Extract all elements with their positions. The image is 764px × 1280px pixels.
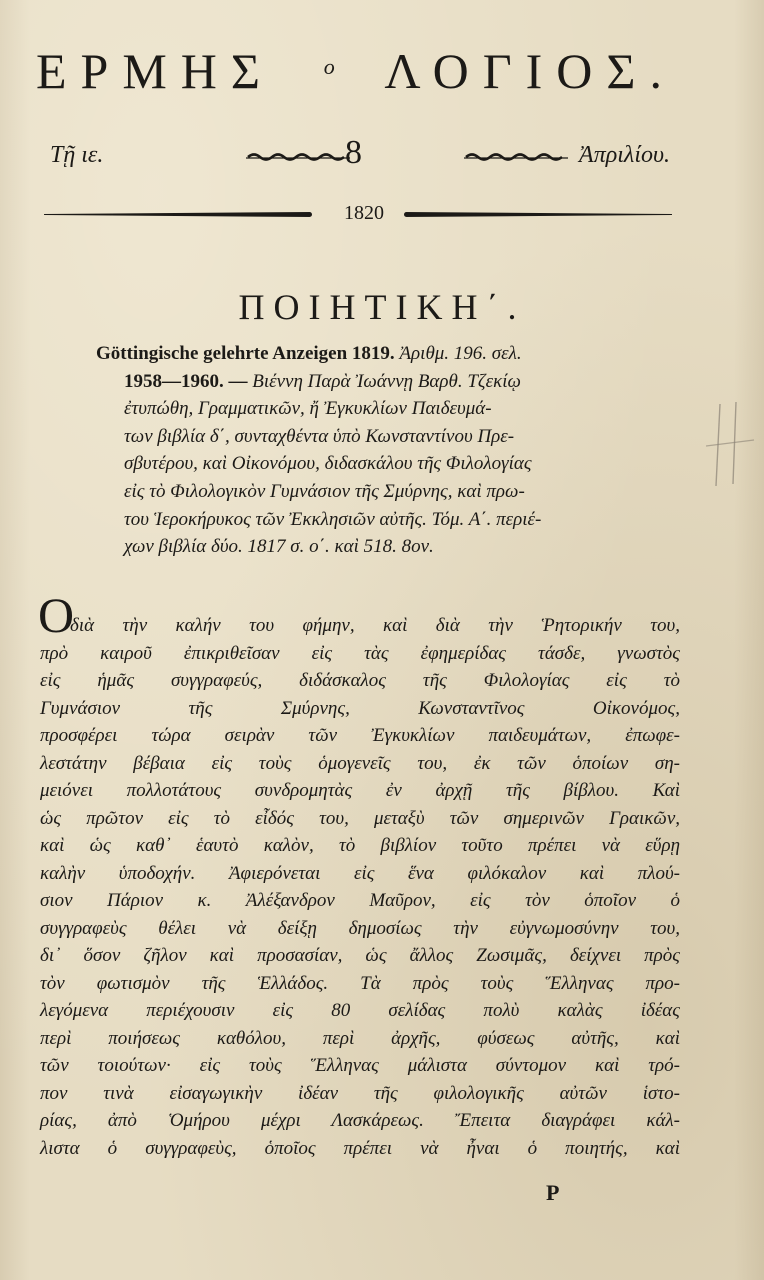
pencil-mark-icon xyxy=(706,400,756,490)
issue-month: Ἀπριλίου. xyxy=(579,142,670,168)
signature-mark: P xyxy=(546,1180,560,1205)
body-line: πρὸ καιροῦ ἐπικριθεῖσαν εἰς τὰς ἐφημερίδας τάσδε, γνωστὸς xyxy=(40,642,680,664)
citation-block xyxy=(96,340,676,561)
body-line: λεγόμενα περιέχουσιν εἰς 80 σελίδας πολὺ καλὰς ἰδέας xyxy=(40,1000,680,1021)
body-line: τῶν τοιούτων· εἰς τοὺς Ἕλληνας μάλιστα σύντομον καὶ τρό- xyxy=(40,1055,680,1076)
citation-line: του Ἱεροκήρυκος τῶν Ἐκκλησιῶν αὐτῆς. Τόμ. Α΄. περιέ- xyxy=(124,508,542,530)
rule-bar-right xyxy=(404,212,672,217)
body-line: ὡς πρῶτον εἰς τὸ εἶδός του, μεταξὺ τῶν σημερινῶν Γραικῶν, xyxy=(40,807,680,829)
body-line: δι᾽ ὅσον ζῆλον καὶ προσασίαν, ὡς ἄλλος Ζωσιμᾶς, δείχνει πρὸς xyxy=(40,945,680,966)
body-line: ρίας, ἀπὸ Ὁμήρου μέχρι Λασκάρεως. Ἔπειτα διαγράφει κάλ- xyxy=(40,1110,680,1131)
body-line: μειόνει πολλοτάτους συνδρομητὰς ἐν ἀρχῇ τῆς βίβλου. Καὶ xyxy=(40,780,680,801)
citation-line: χων βιβλία δύο. 1817 σ. ο΄. καὶ 518. 8ον. xyxy=(124,536,434,558)
issue-year: 1820 xyxy=(344,202,384,224)
citation-line: εἰς τὸ Φιλολογικὸν Γυμνάσιον τῆς Σμύρνης, καὶ πρω- xyxy=(124,480,525,502)
body-line: προσφέρει τώρα σειρὰν τῶν Ἐγκυκλίων παιδευμάτων, ἐπωφε- xyxy=(40,725,680,746)
issue-number: 8 xyxy=(345,134,362,171)
wavy-ornament-left-icon xyxy=(246,152,350,162)
rule-bar-left xyxy=(44,212,312,217)
citation-line: ἐτυπώθη, Γραμματικῶν, ἤ Ἐγκυκλίων Παιδευμά- xyxy=(124,398,492,420)
body-line: καὶ ὡς καθ᾽ ἑαυτὸ καλὸν, τὸ βιβλίον τοῦτο πρέπει νὰ εὕρῃ xyxy=(40,835,680,856)
citation-line: σβυτέρου, καὶ Οἰκονόμου, διδασκάλου τῆς Φιλολογίας xyxy=(124,453,532,475)
citation-line: των βιβλία δ΄, συνταχθέντα ὑπὸ Κωνσταντίνου Πρε- xyxy=(124,425,515,447)
body-line: λιστα ὁ συγγραφεὺς, ὁποῖος πρέπει νὰ ἦναι ὁ ποιητής, καὶ xyxy=(40,1137,680,1159)
issue-day: Τῇ ιε. xyxy=(50,142,104,168)
body-line: Γυμνάσιον τῆς Σμύρνης, Κωνσταντῖνος Οἰκονόμος, xyxy=(40,697,680,719)
body-line: συγγραφεὺς θέλει νὰ δείξῃ δημοσίως τὴν εὐγνωμοσύνην του, xyxy=(40,917,680,939)
issue-line xyxy=(50,134,670,178)
drop-cap: Ο xyxy=(38,587,75,643)
masthead xyxy=(36,43,676,99)
citation-line: 1958—1960. — Βιέννη Παρὰ Ἰωάννῃ Βαρθ. Τζεκίῳ xyxy=(124,370,521,392)
masthead-article: ο xyxy=(323,54,335,79)
body-line: σιον Πάριον κ. Ἀλέξανδρον Μαῦρον, εἰς τὸν ὁποῖον ὁ xyxy=(40,890,680,911)
article-body xyxy=(40,612,680,1162)
body-line: τὸν φωτισμὸν τῆς Ἑλλάδος. Τὰ πρὸς τοὺς Ἕλληνας προ- xyxy=(40,972,680,994)
body-line: πον τινὰ εἰσαγωγικὴν ἰδέαν τῆς φιλολογικῆς αὐτῶν ἱστο- xyxy=(40,1082,680,1104)
year-rule xyxy=(44,204,672,226)
body-line: διὰ τὴν καλήν του φήμην, καὶ διὰ τὴν Ῥητορικήν του, xyxy=(70,615,680,636)
citation-line: Göttingische gelehrte Anzeigen 1819. Ἀριθμ. 196. σελ. xyxy=(96,343,522,364)
body-line: εἰς ἡμᾶς συγγραφεύς, διδάσκαλος τῆς Φιλολογίας εἰς τὸ xyxy=(40,670,680,691)
body-line: περὶ ποιήσεως καθόλου, περὶ ἀρχῆς, φύσεως αὐτῆς, καὶ xyxy=(40,1027,680,1049)
body-line: λεστάτην βέβαια εἰς τοὺς ὁμογενεῖς του, ἐκ τῶν ὁποίων ση- xyxy=(40,752,680,774)
masthead-word-1: ΕΡΜΗΣ xyxy=(36,43,275,99)
section-heading: ΠΟΙΗΤΙΚΗ΄. xyxy=(238,287,526,327)
wavy-ornament-right-icon xyxy=(464,152,568,162)
masthead-word-2: ΛΟΓΙΟΣ. xyxy=(384,43,676,99)
body-line: καλὴν ὑποδοχήν. Ἀφιερόνεται εἰς ἕνα φιλόκαλον καὶ πλού- xyxy=(40,862,680,884)
